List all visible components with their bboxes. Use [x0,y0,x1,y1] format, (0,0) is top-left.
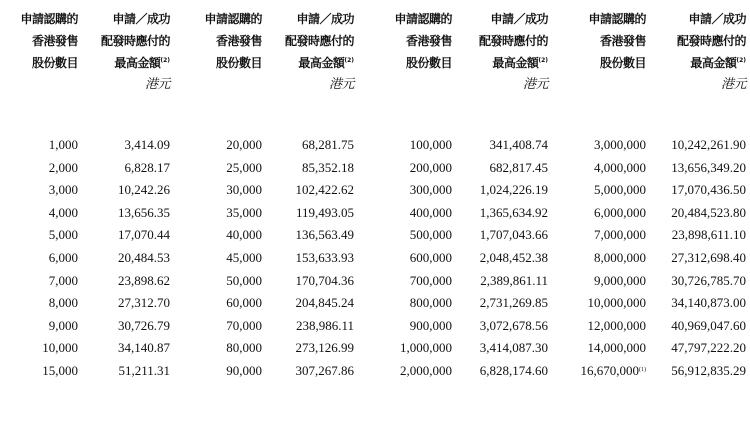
shares-cell [172,292,264,315]
amount-value: 51,211.31 [118,362,170,378]
shares-cell [0,134,80,157]
shares-cell [172,202,264,225]
amount-header [454,8,550,96]
shares-cell [172,179,264,202]
amount-header-text: 最高金額 [298,56,345,70]
amount-value: 10,242.26 [118,182,170,198]
shares-value: 1,000,000 [400,340,452,356]
shares-cell [172,337,264,360]
amount-header-text: 配發時應付的 [676,34,746,48]
shares-value: 7,000,000 [594,227,646,243]
table-row [0,134,748,157]
shares-cell [0,292,80,315]
amount-value: 3,072,678.56 [479,317,548,333]
amount-value: 204,845.24 [295,295,354,311]
amount-header-text: 申請／成功 [490,12,548,26]
amount-value: 6,828.17 [124,159,170,175]
shares-value: 400,000 [409,204,452,220]
shares-cell [172,247,264,270]
shares-cell [172,224,264,247]
amount-value: 85,352.18 [302,159,354,175]
amount-value: 307,267.86 [295,362,354,378]
shares-cell [172,360,264,383]
amount-header-text: 配發時應付的 [478,34,548,48]
shares-header-line: 申請認購的 [204,12,262,26]
shares-value: 70,000 [226,317,262,333]
shares-cell [356,134,454,157]
amount-cell [264,202,356,225]
shares-value: 2,000,000 [400,362,452,378]
shares-cell [550,202,648,225]
shares-header-line: 申請認購的 [394,12,452,26]
amount-cell [80,360,172,383]
amount-cell [648,134,748,157]
shares-value: 8,000 [48,295,78,311]
currency-label: 港元 [144,77,170,92]
amount-header-line [454,30,548,52]
amount-cell [80,270,172,293]
amount-header [264,8,356,96]
shares-header-line: 香港發售 [215,34,262,48]
shares-cell [356,179,454,202]
amount-cell [264,315,356,338]
shares-cell [550,247,648,270]
shares-cell [0,270,80,293]
shares-value: 15,000 [42,362,78,378]
shares-value: 10,000 [42,340,78,356]
shares-value: 40,000 [226,227,262,243]
shares-header-line: 香港發售 [405,34,452,48]
shares-cell [550,224,648,247]
amount-value: 47,797,222.20 [671,340,746,356]
shares-cell [356,337,454,360]
shares-header-line: 申請認購的 [588,12,646,26]
amount-header-text: 申請／成功 [296,12,354,26]
amount-value: 13,656.35 [118,204,170,220]
shares-value: 3,000,000 [594,137,646,152]
amount-value: 136,563.49 [295,227,354,243]
amount-value: 17,070,436.50 [671,182,746,198]
amount-value: 119,493.05 [295,204,354,220]
amount-value: 3,414.09 [124,137,170,152]
shares-value: 3,000 [48,182,78,198]
amount-value: 34,140,873.00 [671,295,746,311]
amount-value: 1,707,043.66 [479,227,548,243]
amount-header [648,8,748,96]
amount-value: 27,312,698.40 [671,249,746,265]
shares-value: 14,000,000 [587,340,646,356]
amount-cell [264,179,356,202]
note-2-marker: (2) [736,57,746,64]
note-2-marker: (2) [538,57,548,64]
amount-cell [454,179,550,202]
amount-cell [454,337,550,360]
shares-cell [356,202,454,225]
amount-header-text: 最高金額 [492,56,539,70]
shares-value: 600,000 [409,249,452,265]
amount-value: 20,484,523.80 [671,204,746,220]
shares-cell [550,157,648,180]
shares-value: 800,000 [409,295,452,311]
amount-value: 341,408.74 [489,137,548,152]
header-spacer [0,96,748,134]
amount-cell [454,134,550,157]
amount-cell [80,247,172,270]
amount-header-text: 申請／成功 [688,12,746,26]
amount-cell [80,337,172,360]
shares-cell [550,292,648,315]
shares-cell [0,157,80,180]
header-row [0,8,748,96]
shares-value: 7,000 [48,272,78,288]
amount-value: 34,140.87 [118,340,170,356]
amount-cell [454,315,550,338]
shares-cell [550,179,648,202]
shares-cell [356,360,454,383]
shares-value: 60,000 [226,295,262,311]
table-row [0,360,748,383]
amount-cell [80,179,172,202]
shares-value: 100,000 [409,137,452,152]
shares-header-line: 股份數目 [599,56,646,70]
amount-cell [80,315,172,338]
shares-cell [550,315,648,338]
shares-cell [356,247,454,270]
amount-cell [454,224,550,247]
shares-value: 10,000,000 [587,295,646,311]
shares-cell [172,134,264,157]
shares-value: 5,000,000 [594,182,646,198]
shares-value: 9,000 [48,317,78,333]
amount-value: 30,726,785.70 [671,272,746,288]
amount-value: 2,389,861.11 [480,272,548,288]
amount-header [80,8,172,96]
shares-value: 25,000 [226,159,262,175]
amount-cell [454,157,550,180]
amount-value: 17,070.44 [118,227,170,243]
amount-cell [454,247,550,270]
amount-header-line [454,8,548,30]
amount-header-line [264,8,354,30]
shares-value: 6,000 [48,249,78,265]
amount-cell [80,134,172,157]
amount-cell [648,292,748,315]
shares-header-line: 股份數目 [215,56,262,70]
amount-cell [80,157,172,180]
table-row [0,315,748,338]
amount-cell [454,270,550,293]
shares-cell [356,315,454,338]
shares-header-line: 香港發售 [31,34,78,48]
table-row [0,224,748,247]
shares-value: 90,000 [226,362,262,378]
amount-cell [264,337,356,360]
shares-cell [0,337,80,360]
amount-header-text: 申請／成功 [112,12,170,26]
amount-cell [648,179,748,202]
shares-header-line: 申請認購的 [20,12,78,26]
amount-value: 68,281.75 [302,137,354,152]
shares-cell [172,157,264,180]
amount-header-line [648,52,746,74]
shares-header [356,8,454,96]
amount-value: 56,912,835.29 [671,362,746,378]
shares-cell [0,224,80,247]
shares-header [550,8,648,96]
amount-cell [454,202,550,225]
amount-value: 1,024,226.19 [479,182,548,198]
amount-cell [264,134,356,157]
shares-value: 16,670,000 [580,362,639,378]
amount-cell [80,292,172,315]
amount-value: 2,048,452.38 [479,249,548,265]
shares-header [172,8,264,96]
amount-value: 2,731,269.85 [479,295,548,311]
shares-value: 30,000 [226,182,262,198]
shares-value: 50,000 [226,272,262,288]
shares-cell [356,157,454,180]
amount-header-line [648,8,746,30]
shares-cell [0,179,80,202]
shares-cell [550,134,648,157]
shares-cell [550,360,648,383]
amount-cell [264,157,356,180]
amount-cell [454,360,550,383]
amount-cell [648,224,748,247]
amount-value: 27,312.70 [118,295,170,311]
shares-cell [550,337,648,360]
amount-header-line [80,30,170,52]
shares-value: 4,000 [48,204,78,220]
table-row [0,247,748,270]
shares-header [0,8,80,96]
amount-cell [648,202,748,225]
shares-cell [0,315,80,338]
table-row [0,202,748,225]
amount-value: 20,484.53 [118,249,170,265]
amount-cell [264,292,356,315]
shares-value: 5,000 [48,227,78,243]
amount-cell [648,337,748,360]
shares-cell [0,360,80,383]
shares-cell [356,224,454,247]
amount-header-text: 配發時應付的 [100,34,170,48]
amount-value: 1,365,634.92 [479,204,548,220]
shares-value: 9,000,000 [594,272,646,288]
table-row [0,179,748,202]
shares-value: 300,000 [409,182,452,198]
shares-cell [356,270,454,293]
amount-header-text: 最高金額 [690,56,737,70]
shares-cell [550,270,648,293]
shares-header-line: 股份數目 [405,56,452,70]
amount-cell [264,360,356,383]
amount-header-line [80,8,170,30]
amount-header-text: 配發時應付的 [284,34,354,48]
shares-value: 20,000 [226,137,262,152]
shares-value: 4,000,000 [594,159,646,175]
table-row [0,337,748,360]
shares-value: 6,000,000 [594,204,646,220]
amount-value: 6,828,174.60 [479,362,548,378]
currency-label: 港元 [328,77,354,92]
amount-value: 102,422.62 [295,182,354,198]
table-row [0,157,748,180]
table-header [0,8,748,96]
currency-label: 港元 [720,77,746,92]
shares-header-line: 股份數目 [31,56,78,70]
amount-cell [80,224,172,247]
shares-cell [172,270,264,293]
amount-value: 153,633.93 [295,249,354,265]
table-row [0,270,748,293]
shares-cell [356,292,454,315]
amount-cell [648,270,748,293]
amount-header-line [264,30,354,52]
table-body [0,96,748,383]
note-2-marker: (2) [160,57,170,64]
note-1-marker: (1) [639,366,646,373]
amount-value: 682,817.45 [489,159,548,175]
amount-value: 40,969,047.60 [671,317,746,333]
shares-cell [172,315,264,338]
amount-header-text: 最高金額 [114,56,161,70]
shares-cell [0,247,80,270]
amount-cell [80,202,172,225]
amount-value: 23,898,611.10 [671,227,746,243]
amount-cell [264,270,356,293]
shares-value: 700,000 [409,272,452,288]
amount-value: 13,656,349.20 [671,159,746,175]
shares-value: 45,000 [226,249,262,265]
shares-value: 2,000 [48,159,78,175]
table-row [0,292,748,315]
amount-cell [648,315,748,338]
amount-cell [264,247,356,270]
amount-value: 170,704.36 [295,272,354,288]
amount-cell [648,360,748,383]
shares-value: 80,000 [226,340,262,356]
shares-value: 200,000 [409,159,452,175]
amount-value: 10,242,261.90 [671,137,746,152]
currency-label: 港元 [522,77,548,92]
amount-cell [648,247,748,270]
amount-value: 3,414,087.30 [479,340,548,356]
shares-value: 35,000 [226,204,262,220]
amount-value: 23,898.62 [118,272,170,288]
shares-value: 500,000 [409,227,452,243]
amount-cell [648,157,748,180]
allocation-table [0,8,748,383]
amount-value: 30,726.79 [118,317,170,333]
note-2-marker: (2) [344,57,354,64]
shares-value: 900,000 [409,317,452,333]
amount-cell [264,224,356,247]
shares-header-line: 香港發售 [599,34,646,48]
amount-header-line [264,52,354,74]
amount-value: 273,126.99 [295,340,354,356]
amount-value: 238,986.11 [295,317,354,333]
shares-value: 8,000,000 [594,249,646,265]
amount-header-line [454,52,548,74]
shares-value: 12,000,000 [587,317,646,333]
shares-value: 1,000 [48,137,78,152]
shares-cell [0,202,80,225]
amount-header-line [80,52,170,74]
amount-cell [454,292,550,315]
amount-header-line [648,30,746,52]
